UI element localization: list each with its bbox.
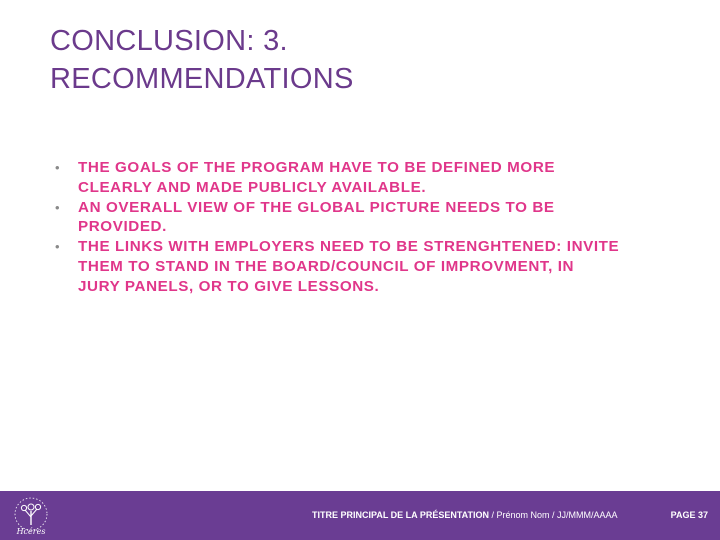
slide-title-line-2: RECOMMENDATIONS	[50, 63, 354, 95]
footer-bar	[0, 491, 720, 540]
bullet-dot-icon: •	[55, 160, 61, 175]
slide-title	[50, 22, 670, 98]
bullet-dot-icon: •	[55, 239, 61, 255]
logo-text: Hcéres	[16, 527, 46, 536]
bullet-text: THE LINKS WITH EMPLOYERS NEED TO BE STRENGHTENED: INVITE THEM TO STAND IN THE BOARD/COUNCIL OF IMPROVMENT, IN JURY PANELS, OR TO GIVE LESSONS.	[78, 238, 620, 295]
bullet-text: AN OVERALL VIEW OF THE GLOBAL PICTURE NEEDS TO BE PROVIDED.	[78, 198, 555, 236]
hceres-logo-icon	[8, 495, 54, 537]
bullet-text: THE GOALS OF THE PROGRAM HAVE TO BE DEFINED MORE CLEARLY AND MADE PUBLICLY AVAILABLE.	[78, 159, 556, 196]
bullet-item	[50, 198, 620, 238]
footer-presentation-info	[312, 509, 618, 521]
footer-presentation-title: TITRE PRINCIPAL DE LA PRÉSENTATION	[312, 510, 490, 520]
page-number: PAGE 37	[670, 510, 708, 520]
slide-title-line-1: CONCLUSION: 3.	[50, 25, 288, 57]
bullet-item	[50, 158, 620, 198]
footer-meta: / Prénom Nom / JJ/MMM/AAAA	[489, 510, 618, 520]
bullet-item	[50, 237, 620, 296]
bullet-dot-icon: •	[55, 199, 61, 215]
bullet-list	[50, 158, 620, 297]
